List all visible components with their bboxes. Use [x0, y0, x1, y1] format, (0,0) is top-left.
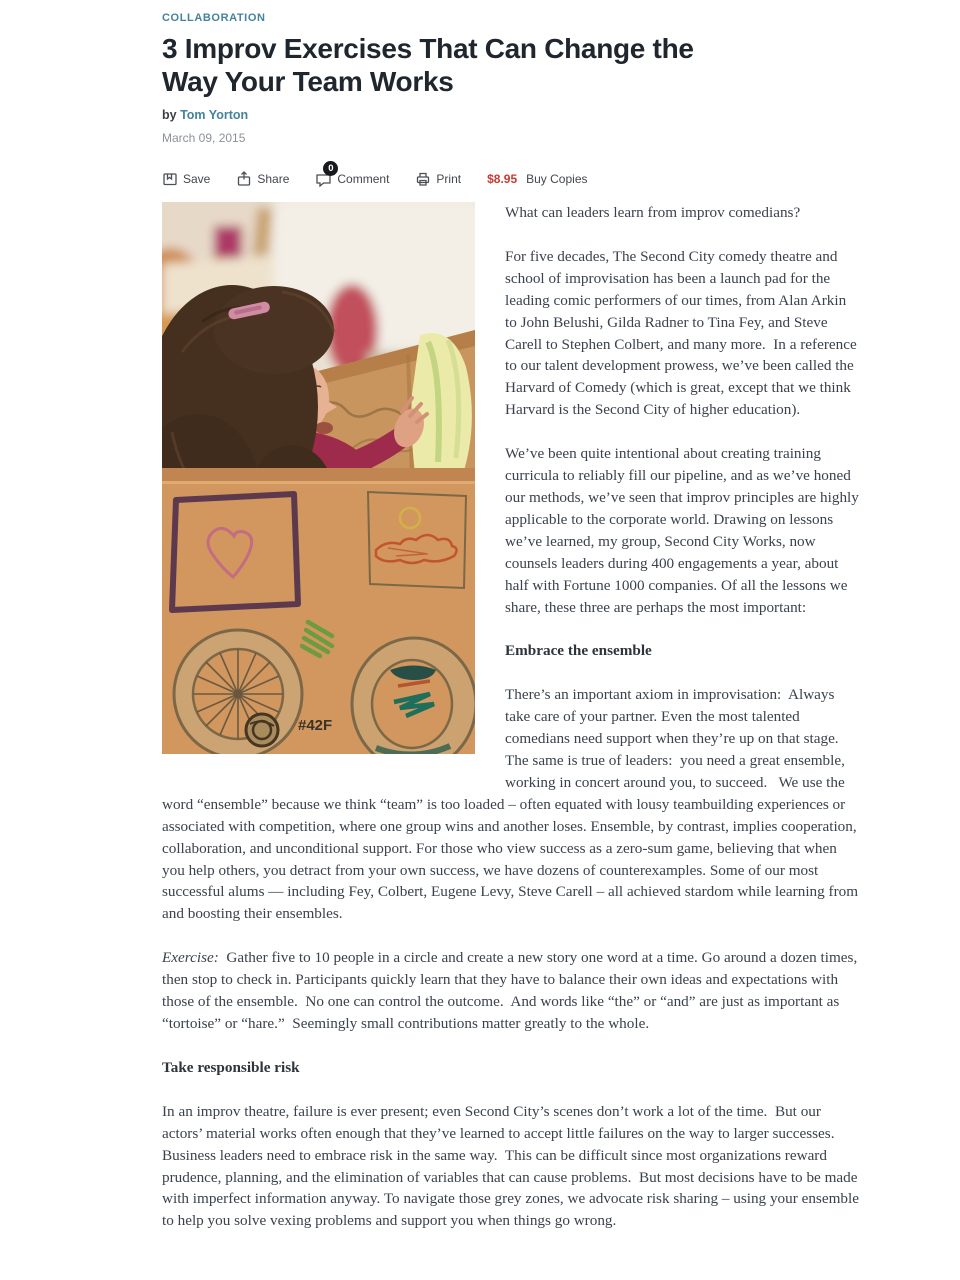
- category-label[interactable]: COLLABORATION: [162, 12, 266, 24]
- share-button[interactable]: [236, 171, 289, 187]
- exercise-text: Gather five to 10 people in a circle and create a new story one word at a time. Go around a dozen times, then stop to check in. Participants quickly learn that they have to balance their own ideas and expectations with those of the ensemble. No one can control the outcome. And words like “the” or “and” are just as important as “tortoise” or “hare.” Seemingly small contributions matter greatly to the whole.: [162, 949, 858, 1032]
- article-paragraph: There’s an important axiom in improvisation: Always take care of your partner. Even the most talented comedians need support when they’re up on that stage. The same is true of leaders: you need a great ensemble, working in concert around you, to succeed. We use the word “ensemble” because we think “team” is too loaded – often equated with lousy teambuilding experiences or associated with competition, where one group wins and another loses. Ensemble, by contrast, implies cooperation, collaboration, and unconditional support. For those who view success as a zero-sum game, believing that when you help others, you detract from your own success, we have dozens of counterexamples. Some of our most successful alums — including Fey, Colbert, Eugene Levy, Steve Carell – all achieved stardom while learning from and boosting their ensembles.: [162, 686, 859, 923]
- section-heading-risk: Take responsible risk: [162, 1058, 300, 1076]
- save-label: Save: [183, 172, 211, 186]
- price-text: $8.95: [487, 172, 518, 186]
- comment-label: Comment: [337, 172, 390, 186]
- save-button[interactable]: [162, 171, 210, 187]
- share-label: Share: [257, 172, 290, 186]
- action-toolbar: [162, 163, 860, 187]
- article-paragraph: We’ve been quite intentional about creating training curricula to reliably fill our pipeline, and as we’ve honed our methods, we’ve seen that improv principles are highly applicable to the corporate world. Drawing on lessons we’ve learned, my group, Second City Works, now counsels leaders during 400 engagements a year, about half with Fortune 1000 companies. Of all the lessons we share, these three are perhaps the most important:: [505, 445, 859, 616]
- buy-copies-label: Buy Copies: [526, 172, 588, 186]
- girl-cardboard-box-photo: [162, 202, 475, 754]
- article-image: [162, 202, 475, 754]
- article-body: [162, 202, 860, 1254]
- article-paragraph: In an improv theatre, failure is ever present; even Second City’s scenes don’t work a lot of the time. But our actors’ material works often enough that they’ve learned to accept little failures on the way to larger successes. Business leaders need to embrace risk in the same way. This can be difficult since most organizations reward prudence, planning, and the elimination of variables that can cause problems. But most decisions have to be made with imperfect information anyway. To navigate those grey zones, we advocate risk sharing – using your ensemble to help you solve vexing problems and support you when things go wrong.: [162, 1102, 859, 1230]
- article-paragraph: For five decades, The Second City comedy theatre and school of improvisation has been a launch pad for the leading comic performers of our times, from Alan Arkin to John Belushi, Gilda Radner to Tina Fey, and Steve Carell to Stephen Colbert, and many more. In a reference to our talent development prowess, we’ve been called the Harvard of Comedy (which is great, except that we think Harvard is the Second City of higher education).: [505, 247, 857, 419]
- box-label: #42F: [298, 717, 333, 734]
- page-title: [162, 32, 860, 98]
- exercise-label: Exercise:: [162, 949, 219, 967]
- buy-copies-button[interactable]: [487, 172, 587, 186]
- title-line-1: 3 Improv Exercises That Can Change the: [162, 33, 694, 64]
- print-icon: [415, 171, 431, 187]
- save-icon: [162, 171, 178, 187]
- section-heading-ensemble: Embrace the ensemble: [505, 642, 652, 660]
- title-line-2: Way Your Team Works: [162, 66, 454, 97]
- share-icon: [236, 171, 252, 187]
- comment-count-badge: 0: [323, 161, 338, 176]
- article-paragraph: What can leaders learn from improv comedians?: [505, 204, 801, 221]
- print-button[interactable]: [415, 171, 461, 187]
- print-label: Print: [436, 172, 462, 186]
- byline-prefix: by: [162, 108, 177, 122]
- byline: [162, 108, 860, 122]
- article-paragraph: [162, 947, 860, 1035]
- author-link[interactable]: Tom Yorton: [180, 108, 249, 122]
- comment-button[interactable]: [315, 163, 390, 187]
- publish-date: March 09, 2015: [162, 131, 246, 145]
